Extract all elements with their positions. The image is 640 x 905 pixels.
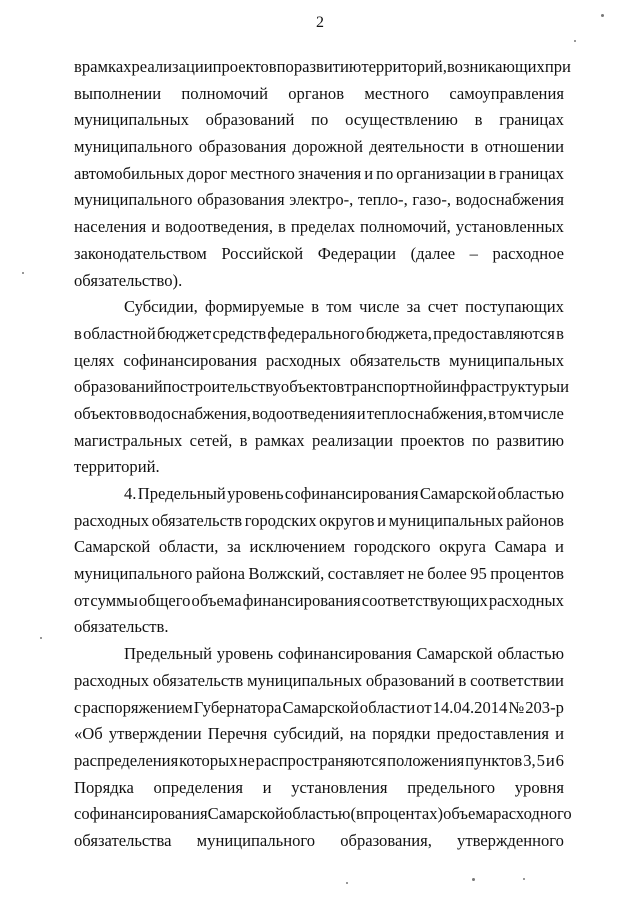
word: и: [555, 537, 564, 557]
text-line: территорий.: [74, 457, 160, 477]
word: расходное: [492, 243, 564, 263]
paragraph-1: [74, 54, 571, 294]
word: дорог: [187, 163, 228, 183]
word: Субсидии,: [124, 297, 198, 317]
word: в: [278, 217, 286, 237]
word: возникающих: [446, 57, 545, 76]
word: пунктов: [465, 750, 523, 770]
word: счет: [427, 297, 458, 317]
word: «Об: [74, 724, 103, 744]
word: сетей,: [189, 430, 233, 450]
text-line: обязательств.: [74, 617, 169, 637]
word: области,: [158, 537, 219, 557]
word: Федерации: [317, 243, 397, 263]
word: обязательств: [151, 510, 243, 530]
word: том: [326, 297, 352, 317]
word: водоотведения,: [165, 217, 274, 237]
word: проектов: [212, 57, 277, 76]
word: реализации: [131, 57, 213, 76]
word: строительству: [179, 377, 281, 397]
word: распределения: [74, 750, 179, 770]
word: формируемые: [205, 297, 305, 317]
word: составляет: [327, 564, 405, 584]
word: областной: [83, 323, 156, 343]
word: реализации: [311, 430, 394, 450]
word: утверждении: [108, 724, 202, 744]
word: с: [74, 697, 82, 717]
word: предоставляются: [433, 323, 555, 343]
word: от: [416, 697, 432, 717]
word: электро-,: [289, 190, 354, 210]
word: более: [427, 564, 467, 584]
word: распространяются: [255, 750, 387, 770]
word: местного: [364, 83, 430, 103]
text-line: [74, 187, 564, 214]
word: развитию: [293, 57, 362, 76]
word: –: [469, 243, 478, 263]
word: 95: [470, 564, 487, 584]
word: Порядка: [74, 777, 134, 797]
scan-speck: [523, 878, 525, 880]
text-line: [74, 401, 564, 428]
word: и: [545, 750, 555, 770]
word: том: [497, 403, 523, 423]
word: тепло-,: [357, 190, 408, 210]
text-line: [74, 828, 564, 855]
word: бюджета,: [365, 323, 432, 343]
word: софинансирования: [74, 804, 208, 824]
word: территорий,: [361, 57, 447, 76]
text-line: [74, 695, 564, 722]
word: образования,: [340, 830, 432, 850]
word: средств: [212, 323, 267, 343]
word: осуществлению: [345, 110, 458, 130]
word: обязательства: [74, 830, 172, 850]
word: утвержденного: [457, 830, 564, 850]
word: суммы: [90, 590, 138, 610]
word: расходного: [493, 804, 572, 824]
word: 6: [555, 750, 564, 770]
word: транспортной: [344, 377, 443, 397]
word: установленных: [455, 217, 564, 237]
word: в: [239, 430, 248, 450]
word: Российской: [221, 243, 304, 263]
word: Самарской: [74, 537, 151, 557]
word: полномочий: [181, 83, 268, 103]
word: объектов: [280, 377, 345, 397]
word: 203-р: [525, 697, 564, 717]
scan-speck: [346, 882, 348, 884]
document-body: [74, 54, 572, 855]
word: обязательств: [349, 350, 441, 370]
word: округа: [439, 537, 487, 557]
word: по: [376, 163, 394, 183]
word: федерального: [267, 323, 365, 343]
word: муниципальных: [388, 510, 504, 530]
word: Волжский,: [248, 564, 325, 584]
text-line: [74, 54, 571, 81]
word: Губернатора: [193, 697, 282, 717]
text-line: обязательство).: [74, 270, 183, 290]
word: от: [74, 590, 90, 610]
word: по: [471, 430, 490, 450]
word: софинансирования: [284, 484, 419, 503]
word: в: [74, 57, 82, 76]
word: муниципальных: [74, 110, 189, 130]
word: №: [508, 697, 525, 717]
word: в: [311, 297, 320, 317]
text-line: [74, 134, 564, 161]
scan-speck: [40, 637, 42, 639]
word: магистральных: [74, 430, 183, 450]
word: уровень: [227, 484, 284, 503]
word: развитию: [496, 430, 564, 450]
paragraph-4: [74, 641, 572, 855]
word: области: [359, 697, 416, 717]
word: по: [276, 57, 294, 76]
word: полномочий,: [360, 217, 451, 237]
scan-speck: [601, 14, 604, 17]
word: организации: [396, 163, 486, 183]
word: в: [556, 323, 564, 343]
word: 5: [536, 750, 545, 770]
text-line: [74, 508, 564, 535]
text-line: [74, 588, 564, 615]
word: теплоснабжения,: [366, 403, 488, 423]
word: в: [474, 110, 483, 130]
word: проектов: [400, 430, 465, 450]
word: софинансирования: [277, 644, 412, 664]
paragraph-2: [74, 294, 570, 481]
word: 14.04.2014: [432, 697, 508, 717]
text-line: [74, 348, 564, 375]
word: за: [227, 537, 241, 557]
word: субсидий,: [273, 724, 344, 744]
word: инфраструктуры: [442, 377, 561, 397]
text-line: [74, 107, 564, 134]
word: автомобильных: [74, 163, 185, 183]
word: Предельный: [137, 484, 226, 503]
word: числе: [523, 403, 564, 423]
text-line: [74, 641, 564, 668]
word: областью: [497, 484, 564, 503]
word: органов: [288, 83, 345, 103]
word: Самарской: [282, 697, 359, 717]
text-line: [74, 668, 564, 695]
word: по: [311, 110, 329, 130]
word: которых: [179, 750, 238, 770]
text-line: [74, 321, 564, 348]
word: соответствующих: [361, 590, 488, 610]
word: при: [544, 57, 571, 76]
word: дорожной: [292, 137, 363, 157]
text-line: [74, 81, 564, 108]
word: финансирования: [242, 590, 361, 610]
word: в: [488, 403, 496, 423]
text-line: [74, 374, 570, 401]
page-number: 2: [316, 14, 324, 31]
word: целях: [74, 350, 115, 370]
word: процентах): [363, 804, 444, 824]
word: границах: [499, 110, 564, 130]
word: Самарской: [207, 804, 284, 824]
text-line: [74, 534, 564, 561]
word: образования: [197, 190, 285, 210]
word: Перечня: [207, 724, 268, 744]
word: пределах: [290, 217, 355, 237]
word: отношении: [484, 137, 564, 157]
word: в: [470, 137, 479, 157]
word: положения: [387, 750, 465, 770]
word: областью: [497, 644, 564, 664]
word: городского: [353, 537, 431, 557]
word: в: [74, 323, 82, 343]
word: муниципального: [74, 564, 193, 584]
word: соответствии: [470, 670, 564, 690]
word: распоряжением: [82, 697, 193, 717]
word: расходных: [74, 510, 150, 530]
word: Самарской: [416, 644, 493, 664]
word: городских: [244, 510, 317, 530]
word: и: [262, 777, 272, 797]
word: газо-,: [412, 190, 451, 210]
word: предоставления: [436, 724, 549, 744]
word: расходных: [488, 590, 564, 610]
word: муниципального: [74, 190, 193, 210]
text-line: [74, 561, 564, 588]
text-line: [74, 214, 564, 241]
text-line: [74, 294, 564, 321]
text-line: [74, 748, 564, 775]
word: расходных: [265, 350, 341, 370]
word: рамках: [254, 430, 305, 450]
scan-speck: [22, 272, 24, 274]
word: водоснабжения,: [138, 403, 251, 423]
text-line: [74, 775, 564, 802]
word: (в: [350, 804, 364, 824]
word: муниципального: [74, 137, 193, 157]
word: Самарской: [419, 484, 497, 503]
word: областью: [283, 804, 351, 824]
word: не: [407, 564, 424, 584]
word: бюджет: [156, 323, 212, 343]
word: поступающих: [465, 297, 564, 317]
word: объема: [443, 804, 494, 824]
word: Предельный: [124, 644, 212, 664]
word: объема: [191, 590, 242, 610]
word: установления: [291, 777, 388, 797]
word: общего: [138, 590, 191, 610]
text-line: [74, 801, 572, 828]
word: района: [195, 564, 245, 584]
word: округов: [319, 510, 375, 530]
word: предельного: [407, 777, 496, 797]
word: по: [162, 377, 180, 397]
word: водоснабжения: [455, 190, 564, 210]
word: исключением: [249, 537, 346, 557]
word: числе: [359, 297, 400, 317]
word: муниципальных: [449, 350, 564, 370]
word: и: [356, 403, 366, 423]
scan-speck: [574, 40, 576, 42]
word: определения: [153, 777, 243, 797]
word: 4.: [124, 484, 137, 503]
text-line: [74, 481, 564, 508]
word: Самара: [494, 537, 547, 557]
word: обязательств: [152, 670, 244, 690]
text-line: [74, 428, 564, 455]
word: расходных: [74, 670, 150, 690]
word: и: [151, 217, 161, 237]
word: деятельности: [369, 137, 465, 157]
scan-speck: [472, 878, 475, 881]
word: выполнении: [74, 83, 162, 103]
word: образований: [74, 377, 163, 397]
word: образований: [365, 670, 455, 690]
word: и: [377, 510, 386, 530]
word: районов: [506, 510, 564, 530]
word: за: [406, 297, 421, 317]
word: границах: [499, 163, 564, 183]
word: на: [349, 724, 366, 744]
word: местного: [230, 163, 295, 183]
word: водоотведения: [251, 403, 356, 423]
word: и: [555, 724, 564, 744]
paragraph-3: [74, 481, 564, 641]
word: образований: [205, 110, 295, 130]
word: 3,: [523, 750, 536, 770]
word: рамках: [81, 57, 132, 76]
word: объектов: [74, 403, 138, 423]
text-line: [74, 241, 564, 268]
word: порядки: [372, 724, 431, 744]
word: муниципального: [196, 830, 316, 850]
word: муниципальных: [247, 670, 363, 690]
word: населения: [74, 217, 147, 237]
word: софинансирования: [123, 350, 257, 370]
word: уровня: [514, 777, 564, 797]
word: уровень: [216, 644, 274, 664]
word: самоуправления: [449, 83, 564, 103]
word: и: [364, 163, 374, 183]
text-line: [74, 161, 564, 188]
word: (далее: [410, 243, 456, 263]
word: и: [560, 377, 570, 397]
word: в: [458, 670, 467, 690]
word: образования: [198, 137, 287, 157]
word: не: [238, 750, 255, 770]
text-line: [74, 721, 564, 748]
word: процентов: [490, 564, 564, 584]
word: в: [488, 163, 497, 183]
word: законодательством: [74, 243, 207, 263]
word: значения: [297, 163, 362, 183]
